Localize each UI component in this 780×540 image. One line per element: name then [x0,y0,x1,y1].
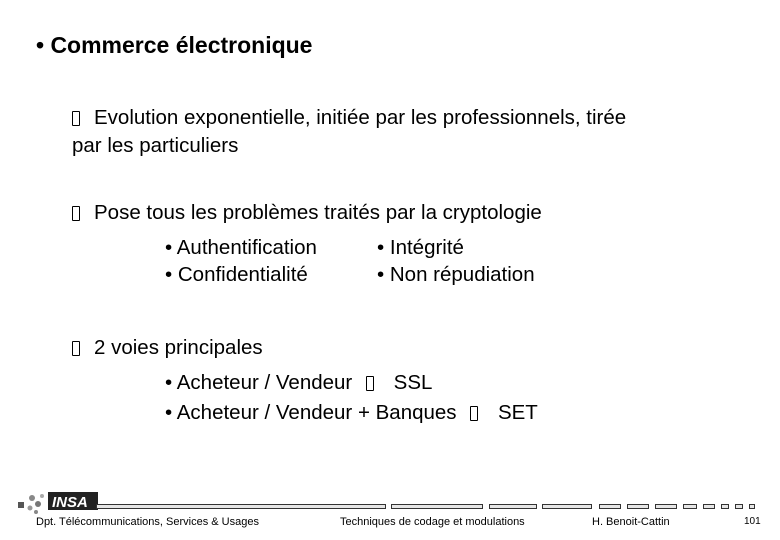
arrow-glyph-icon [470,406,478,421]
crypto-item-authentification: • Authentification [165,236,317,259]
voie-1 [165,371,432,395]
footer-author: H. Benoit-Cattin [592,516,670,528]
bullet-point-3-line1: 2 voies principales [94,336,263,359]
bullet-point-1-line2: par les particuliers [72,134,239,157]
footer-bar [749,504,755,509]
footer-bar [599,504,621,509]
bullet-point-2 [72,201,542,225]
crypto-item-non-repudiation: • Non répudiation [377,263,535,286]
footer-bar [655,504,677,509]
insa-logo [18,488,98,518]
bullet-point-2-line1: Pose tous les problèmes traités par la cryptologie [94,201,542,224]
footer-bar [721,504,729,509]
bullet-point-3 [72,336,263,360]
voie-2-right: SET [497,401,538,424]
voie-2-left: • Acheteur / Vendeur + Banques [165,401,457,424]
footer-bar [683,504,697,509]
bullet-point-1 [72,106,626,130]
insa-logo-icon [18,488,98,518]
page-number: 101 [744,516,761,527]
crypto-item-integrite: • Intégrité [377,236,464,259]
footer-bar [489,504,537,509]
bullet-glyph-icon [72,341,80,356]
bullet-glyph-icon [72,111,80,126]
footer-bar-strip [96,504,761,512]
svg-text:INSA: INSA [52,494,88,511]
crypto-item-confidentialite: • Confidentialité [165,263,308,286]
footer-bar [627,504,649,509]
footer-bar [96,504,386,509]
footer-bar [391,504,483,509]
bullet-point-1-line1: Evolution exponentielle, initiée par les professionnels, tirée [94,106,627,129]
footer-bar [703,504,715,509]
voie-1-left: • Acheteur / Vendeur [165,371,353,394]
footer-department: Dpt. Télécommunications, Services & Usages [36,516,259,528]
footer-bar [542,504,592,509]
voie-2 [165,401,538,425]
footer-bar [735,504,743,509]
footer-course: Techniques de codage et modulations [340,516,525,528]
bullet-glyph-icon [72,206,80,221]
arrow-glyph-icon [366,376,374,391]
slide-title: • Commerce électronique [36,32,313,58]
voie-1-right: SSL [393,371,433,394]
